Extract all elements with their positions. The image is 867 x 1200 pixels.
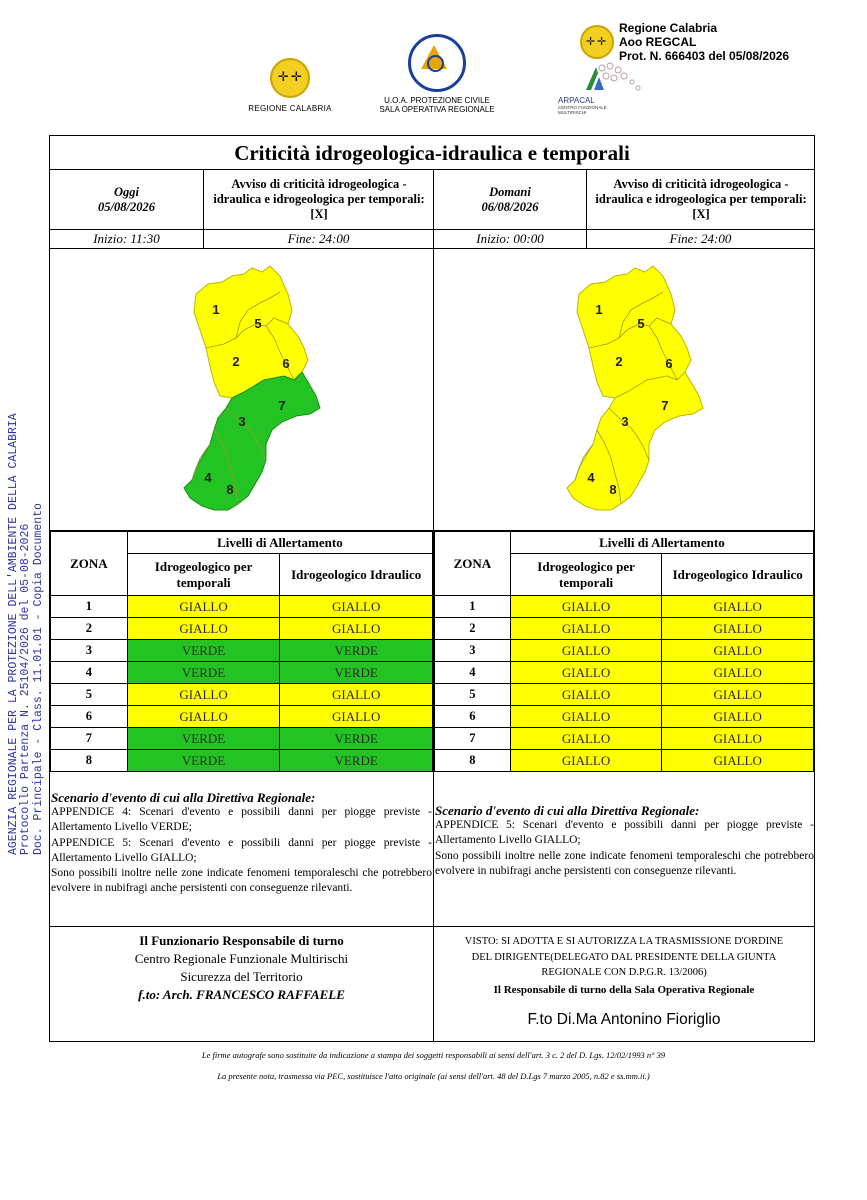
map-zone-label: 5 [254, 316, 262, 331]
left-signature [50, 932, 433, 1004]
level-idraulico-cell: GIALLO [662, 662, 814, 684]
visto-signature-name: F.to Di.Ma Antonino Fioriglio [527, 1011, 721, 1028]
zone-number: 6 [435, 706, 511, 728]
right-signature [434, 934, 814, 1028]
map-zone-label: 6 [665, 356, 673, 371]
zona-header: ZONA [435, 532, 511, 596]
table-row [51, 618, 433, 640]
level-temporali-cell: GIALLO [510, 684, 662, 706]
map-zone-label: 6 [282, 356, 290, 371]
map-zone-label: 7 [661, 398, 669, 413]
map-zone-label: 1 [212, 302, 220, 317]
table-row [435, 684, 814, 706]
today-scenario [51, 790, 432, 896]
regione-calabria-small-emblem-icon: ✛ ✛ [580, 25, 614, 59]
level-temporali-cell: GIALLO [127, 684, 280, 706]
level-idraulico-cell: VERDE [280, 728, 433, 750]
scenario-line: APPENDICE 4: Scenari d'evento e possibili danni per piogge previste - Allertamento Livello VERDE; [51, 806, 432, 834]
stamp-line: Protocollo Partenza N. 25104/2026 del 05-08-2026 [19, 523, 33, 855]
zone-number: 8 [51, 750, 128, 772]
table-row [435, 596, 814, 618]
level-idraulico-cell: GIALLO [662, 706, 814, 728]
protezione-civile-logo [372, 34, 502, 114]
regione-calabria-logo [245, 58, 335, 113]
tomorrow-date: 06/08/2026 [481, 199, 539, 214]
arpacal-mark-icon [584, 65, 608, 91]
level-temporali-cell: GIALLO [510, 618, 662, 640]
today-levels-table [50, 531, 433, 772]
scenario-line: APPENDICE 5: Scenari d'evento e possibili danni per piogge previste - Allertamento Livello GIALLO; [51, 836, 432, 864]
today-avviso: Avviso di criticità idrogeologica - idraulica e idrogeologica per temporali: [X] [213, 177, 425, 221]
map-zone-label: 3 [621, 414, 629, 429]
signature-name: f.to: Arch. FRANCESCO RAFFAELE [138, 987, 345, 1002]
level-temporali-cell: GIALLO [510, 640, 662, 662]
table-row [51, 750, 433, 772]
level-temporali-cell: GIALLO [510, 596, 662, 618]
zone-number: 1 [435, 596, 511, 618]
document-header [0, 0, 867, 130]
map-zone-label: 2 [615, 354, 623, 369]
zone-number: 2 [51, 618, 128, 640]
zone-number: 5 [51, 684, 128, 706]
level-temporali-cell: GIALLO [127, 618, 280, 640]
map-zone-label: 2 [232, 354, 240, 369]
table-row [51, 728, 433, 750]
livelli-header: Livelli di Allertamento [127, 532, 432, 554]
today-inizio: Inizio: 11:30 [93, 231, 160, 246]
level-idraulico-cell: GIALLO [662, 750, 814, 772]
level-idraulico-cell: GIALLO [280, 618, 433, 640]
stamp-line: Doc. Principale - Class. 11.01.01 - Copia Documento [31, 503, 45, 855]
col-temporali-header: Idrogeologico per temporali [127, 554, 280, 596]
table-row [435, 728, 814, 750]
zone-number: 2 [435, 618, 511, 640]
tomorrow-zone-map [553, 248, 713, 530]
signature-role: Il Funzionario Responsabile di turno [139, 933, 344, 948]
map-zone-label: 3 [238, 414, 246, 429]
map-region-south [184, 372, 320, 510]
table-row [435, 662, 814, 684]
level-idraulico-cell: GIALLO [280, 684, 433, 706]
map-region-south [567, 372, 703, 510]
level-idraulico-cell: GIALLO [280, 596, 433, 618]
table-row [51, 684, 433, 706]
level-idraulico-cell: GIALLO [662, 684, 814, 706]
logo-caption-line2: SALA OPERATIVA REGIONALE [379, 105, 495, 114]
visto-line: VISTO: SI ADOTTA E SI AUTORIZZA LA TRASMISSIONE D'ORDINE [464, 936, 784, 947]
tomorrow-date-cell [434, 170, 586, 229]
scenario-heading: Scenario d'evento di cui alla Direttiva Regionale: [51, 790, 316, 805]
col-temporali-header: Idrogeologico per temporali [510, 554, 662, 596]
table-row [435, 750, 814, 772]
map-zone-label: 4 [587, 470, 595, 485]
table-row [435, 706, 814, 728]
regione-calabria-small-logo [580, 25, 614, 59]
level-temporali-cell: GIALLO [510, 706, 662, 728]
protocol-line: Aoo REGCAL [619, 35, 697, 49]
zone-number: 6 [51, 706, 128, 728]
tomorrow-inizio: Inizio: 00:00 [476, 231, 544, 246]
today-fine: Fine: 24:00 [287, 231, 350, 246]
zone-number: 4 [51, 662, 128, 684]
table-row [51, 596, 433, 618]
signature-office: Centro Regionale Funzionale Multirischi [134, 951, 349, 966]
level-idraulico-cell: GIALLO [662, 618, 814, 640]
level-temporali-cell: GIALLO [510, 728, 662, 750]
visto-line: DEL DIRIGENTE(DELEGATO DAL PRESIDENTE DELLA GIUNTA [471, 951, 777, 963]
map-region-north [577, 266, 691, 398]
table-row [51, 640, 433, 662]
level-idraulico-cell: GIALLO [662, 640, 814, 662]
tomorrow-fine: Fine: 24:00 [669, 231, 732, 246]
level-idraulico-cell: GIALLO [662, 596, 814, 618]
arpacal-logo [558, 65, 626, 115]
level-temporali-cell: VERDE [127, 728, 280, 750]
table-row [51, 662, 433, 684]
stamp-line: AGENZIA REGIONALE PER LA PROTEZIONE DELL'AMBIENTE DELLA CALABRIA [7, 413, 20, 855]
scenario-line: Sono possibili inoltre nelle zone indicate fenomeni temporaleschi che potrebbero evolvere in nubifragi anche persistenti con conseguenze rilevanti. [435, 849, 814, 877]
level-temporali-cell: GIALLO [510, 750, 662, 772]
protezione-civile-emblem-icon [408, 34, 466, 92]
level-temporali-cell: GIALLO [127, 706, 280, 728]
tomorrow-scenario [435, 803, 814, 879]
level-idraulico-cell: GIALLO [280, 706, 433, 728]
tomorrow-label: Domani [489, 184, 531, 199]
map-region-north [194, 266, 308, 398]
level-idraulico-cell: VERDE [280, 750, 433, 772]
zone-number: 3 [435, 640, 511, 662]
footer-note: La presente nota, trasmessa via PEC, sostituisce l'atto originale (ai sensi dell'art. 48 del D.Lgs 7 marzo 2005, n.82 e ss.mm.ii.) [217, 1071, 650, 1081]
today-label: Oggi [114, 184, 139, 199]
livelli-header: Livelli di Allertamento [510, 532, 813, 554]
protocol-line: Prot. N. 666403 del 05/08/2026 [619, 49, 790, 63]
level-temporali-cell: VERDE [127, 640, 280, 662]
map-zone-label: 4 [204, 470, 212, 485]
footer-note: Le firme autografe sono sostituite da indicazione a stampa dei soggetti responsabili ai sensi dell'art. 3 c. 2 del D. Lgs. 12/02/1993 n° 39 [201, 1050, 666, 1060]
col-idraulico-header: Idrogeologico Idraulico [662, 554, 814, 596]
zone-number: 8 [435, 750, 511, 772]
map-zone-label: 8 [226, 482, 234, 497]
arpacal-caption: ARPACAL [558, 96, 595, 105]
zona-header: ZONA [51, 532, 128, 596]
level-idraulico-cell: GIALLO [662, 728, 814, 750]
table-row [435, 640, 814, 662]
col-idraulico-header: Idrogeologico Idraulico [280, 554, 433, 596]
level-idraulico-cell: VERDE [280, 662, 433, 684]
level-idraulico-cell: VERDE [280, 640, 433, 662]
today-date: 05/08/2026 [98, 199, 155, 214]
zone-number: 7 [435, 728, 511, 750]
map-zone-label: 8 [609, 482, 617, 497]
protocol-stamp [8, 413, 45, 855]
logo-caption: REGIONE CALABRIA [248, 104, 332, 113]
scenario-heading: Scenario d'evento di cui alla Direttiva Regionale: [435, 803, 700, 818]
zone-number: 1 [51, 596, 128, 618]
table-row [51, 706, 433, 728]
map-zone-label: 1 [595, 302, 603, 317]
zone-number: 3 [51, 640, 128, 662]
tomorrow-levels-table [434, 531, 814, 772]
scenario-line: Sono possibili inoltre nelle zone indicate fenomeni temporaleschi che potrebbero evolvere in nubifragi anche persistenti con conseguenze rilevanti. [51, 867, 432, 895]
signature-office-sub: Sicurezza del Territorio [180, 969, 303, 984]
tomorrow-avviso: Avviso di criticità idrogeologica - idraulica e idrogeologica per temporali: [X] [595, 177, 807, 221]
zone-number: 7 [51, 728, 128, 750]
zone-number: 5 [435, 684, 511, 706]
level-temporali-cell: VERDE [127, 662, 280, 684]
today-zone-map [170, 248, 330, 530]
level-temporali-cell: GIALLO [510, 662, 662, 684]
scenario-line: APPENDICE 5: Scenari d'evento e possibili danni per piogge previste - Allertamento Livello GIALLO; [435, 819, 814, 847]
level-temporali-cell: GIALLO [127, 596, 280, 618]
visto-line: REGIONALE CON D.P.G.R. 13/2006) [541, 967, 707, 978]
map-zone-label: 5 [637, 316, 645, 331]
visto-role: Il Responsabile di turno della Sala Operativa Regionale [493, 983, 755, 996]
protocol-block [619, 21, 789, 63]
table-row [435, 618, 814, 640]
logo-caption-line1: U.O.A. PROTEZIONE CIVILE [384, 96, 490, 105]
protocol-line: Regione Calabria [619, 21, 718, 35]
arpacal-subcaption: CENTRO FUNZIONALE MULTIRISCHI [558, 105, 607, 115]
today-date-cell [50, 170, 203, 229]
regione-calabria-emblem-icon: ✛ ✛ [270, 58, 310, 98]
page-title: Criticità idrogeologica-idraulica e temporali [50, 136, 814, 170]
zone-number: 4 [435, 662, 511, 684]
map-zone-label: 7 [278, 398, 286, 413]
level-temporali-cell: VERDE [127, 750, 280, 772]
bulletin-frame [49, 135, 815, 1042]
